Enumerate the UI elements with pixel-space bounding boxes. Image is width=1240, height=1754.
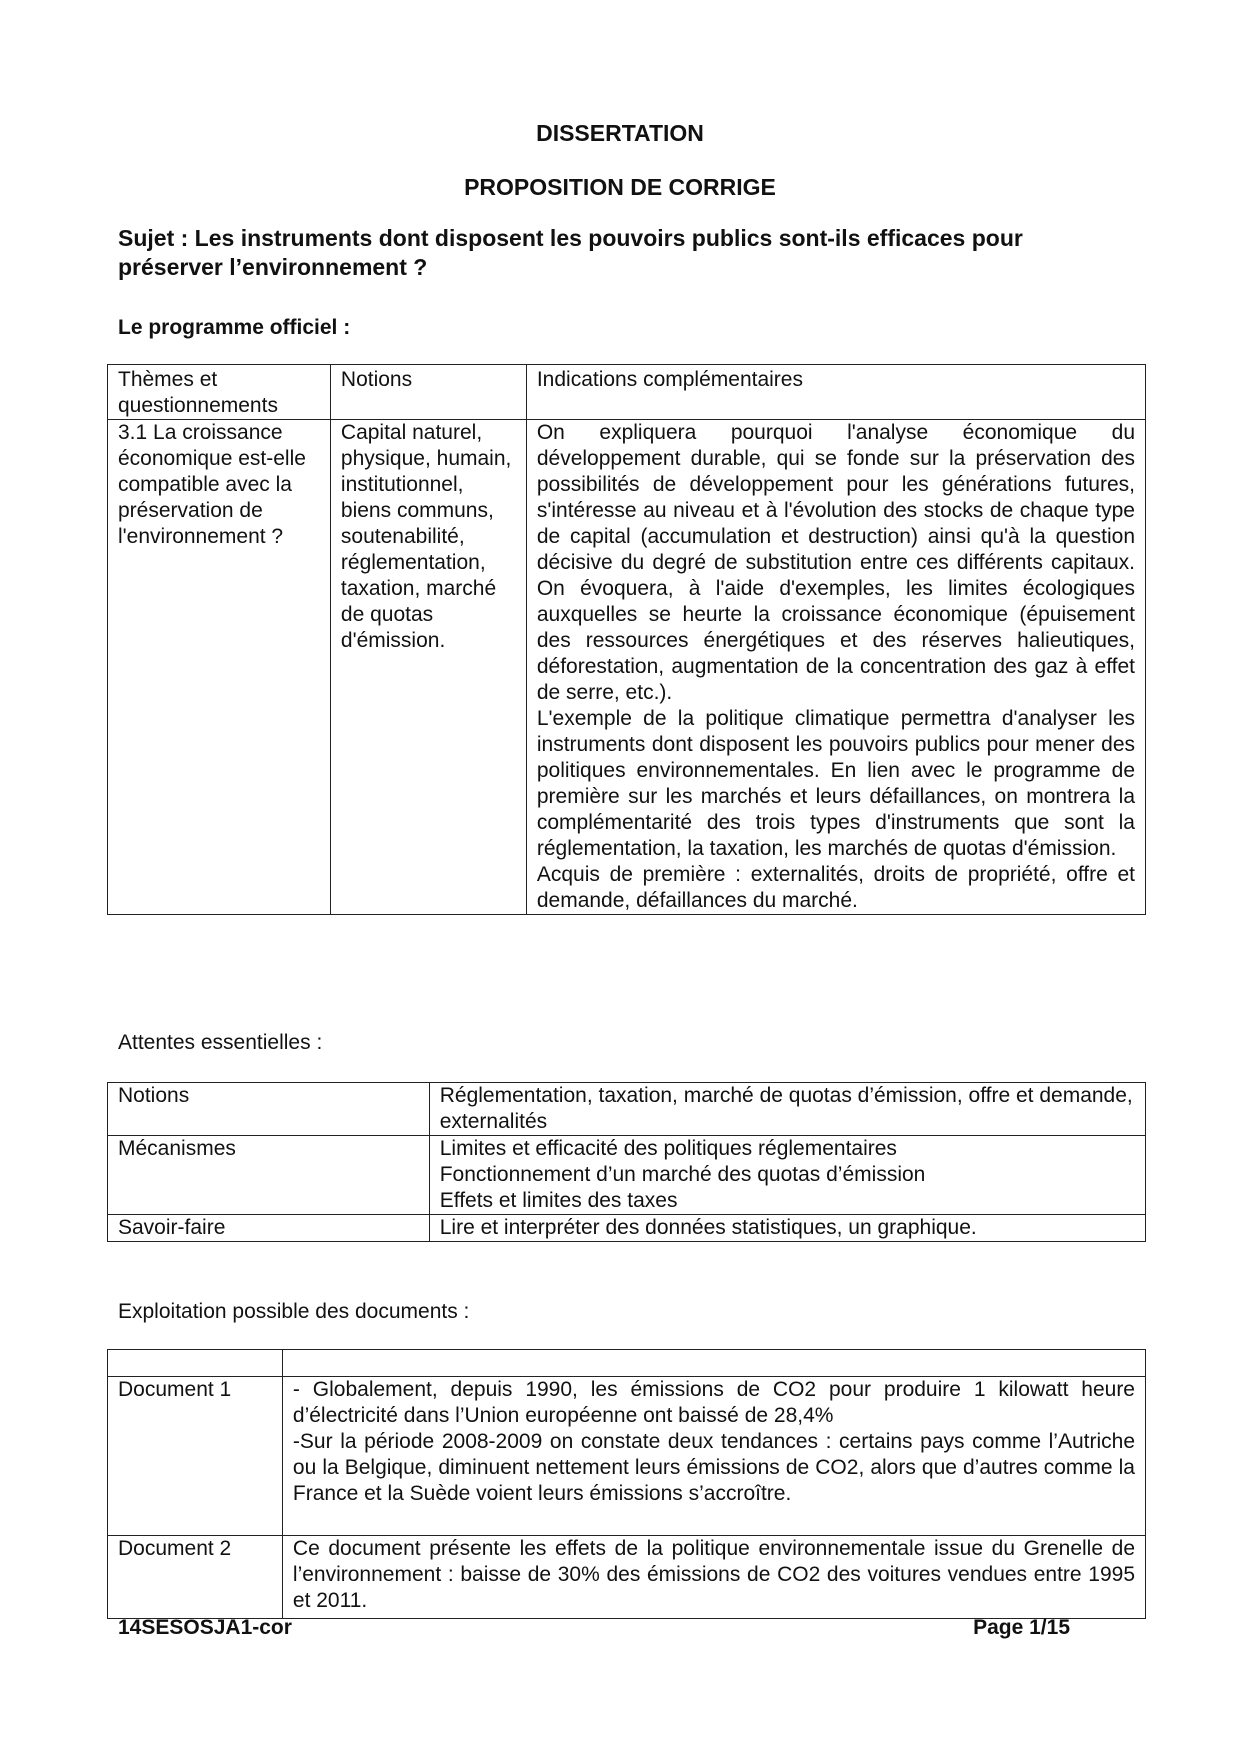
attentes-line: Effets et limites des taxes	[439, 1189, 678, 1212]
document-label: Document 1	[108, 1377, 283, 1536]
footer-reference: 14SESOSJA1-cor	[118, 1616, 292, 1639]
document-analysis	[282, 1377, 1145, 1536]
document-paragraph: - Globalement, depuis 1990, les émissions de CO2 pour produire 1 kilowatt heure d’électricité dans l’Union européenne ont baissé de 28,4%	[292, 1378, 1135, 1427]
programme-label: Le programme officiel :	[118, 316, 351, 339]
attentes-row-content	[429, 1215, 1145, 1242]
programme-table	[107, 364, 1146, 915]
header-indications: Indications complémentaires	[526, 365, 1145, 420]
attentes-row-mecanismes	[108, 1136, 1146, 1215]
subject-heading: Sujet : Les instruments dont disposent les pouvoirs publics sont-ils efficaces pour préserver l’environnement ?	[118, 225, 1023, 280]
programme-content-row	[108, 420, 1146, 915]
programme-header-row	[108, 365, 1146, 420]
indications-cell	[526, 420, 1145, 915]
documents-table	[107, 1349, 1146, 1619]
attentes-line: Lire et interpréter des données statistiques, un graphique.	[439, 1216, 977, 1239]
theme-cell: 3.1 La croissance économique est-elle compatible avec la préservation de l'environnement ?	[108, 420, 331, 915]
document-label: Document 2	[108, 1536, 283, 1619]
attentes-label: Attentes essentielles :	[118, 1031, 323, 1054]
attentes-table	[107, 1082, 1146, 1242]
attentes-row-content	[429, 1083, 1145, 1136]
document-1-row	[108, 1377, 1146, 1536]
page-subtitle: PROPOSITION DE CORRIGE	[464, 174, 776, 200]
attentes-row-content	[429, 1136, 1145, 1215]
empty-cell	[108, 1350, 283, 1377]
indications-paragraph: L'exemple de la politique climatique permettra d'analyser les instruments dont disposent les pouvoirs publics pour mener des politiques environnementales. En lien avec le programme de première sur les marchés et leurs défaillances, on montrera la complémentarité des trois types d'instruments que sont la réglementation, la taxation, les marchés de quotas d'émission.	[536, 707, 1135, 860]
indications-paragraph: Acquis de première : externalités, droits de propriété, offre et demande, défaillances du marché.	[536, 863, 1135, 912]
exploitation-label: Exploitation possible des documents :	[118, 1300, 470, 1323]
document-2-row	[108, 1536, 1146, 1619]
document-analysis	[282, 1536, 1145, 1619]
attentes-line: Fonctionnement d’un marché des quotas d’émission	[439, 1163, 926, 1186]
attentes-row-label: Savoir-faire	[108, 1215, 430, 1242]
header-themes: Thèmes et questionnements	[108, 365, 331, 420]
attentes-row-label: Notions	[108, 1083, 430, 1136]
attentes-row-label: Mécanismes	[108, 1136, 430, 1215]
footer-page-number: Page 1/15	[973, 1616, 1070, 1639]
document-paragraph: Ce document présente les effets de la politique environnementale issue du Grenelle de l’environnement : baisse de 30% des émissions de CO2 des voitures vendues entre 1995 et 2011.	[292, 1537, 1135, 1612]
page-title: DISSERTATION	[536, 120, 704, 146]
empty-cell	[282, 1350, 1145, 1377]
attentes-row-savoir-faire	[108, 1215, 1146, 1242]
attentes-line: Réglementation, taxation, marché de quotas d’émission, offre et demande, externalités	[439, 1084, 1133, 1133]
indications-paragraph: On expliquera pourquoi l'analyse économique du développement durable, qui se fonde sur la préservation des possibilités de développement pour les générations futures, s'intéresse au niveau et à l'évolution des stocks de chaque type de capital (accumulation et destruction) ainsi qu'à la question décisive du degré de substitution entre ces différents capitaux. On évoquera, à l'aide d'exemples, les limites écologiques auxquelles se heurte la croissance économique (épuisement des ressources énergétiques et des réserves halieutiques, déforestation, augmentation de la concentration des gaz à effet de serre, etc.).	[536, 421, 1135, 704]
document-paragraph: -Sur la période 2008-2009 on constate deux tendances : certains pays comme l’Autriche ou la Belgique, diminuent nettement leurs émissions de CO2, alors que d’autres comme la France et la Suède voient leurs émissions s’accroître.	[292, 1430, 1135, 1505]
notions-cell: Capital naturel, physique, humain, institutionnel, biens communs, soutenabilité, réglementation, taxation, marché de quotas d'émission.	[330, 420, 526, 915]
attentes-line: Limites et efficacité des politiques réglementaires	[439, 1137, 897, 1160]
documents-empty-header-row	[108, 1350, 1146, 1377]
attentes-row-notions	[108, 1083, 1146, 1136]
header-notions: Notions	[330, 365, 526, 420]
